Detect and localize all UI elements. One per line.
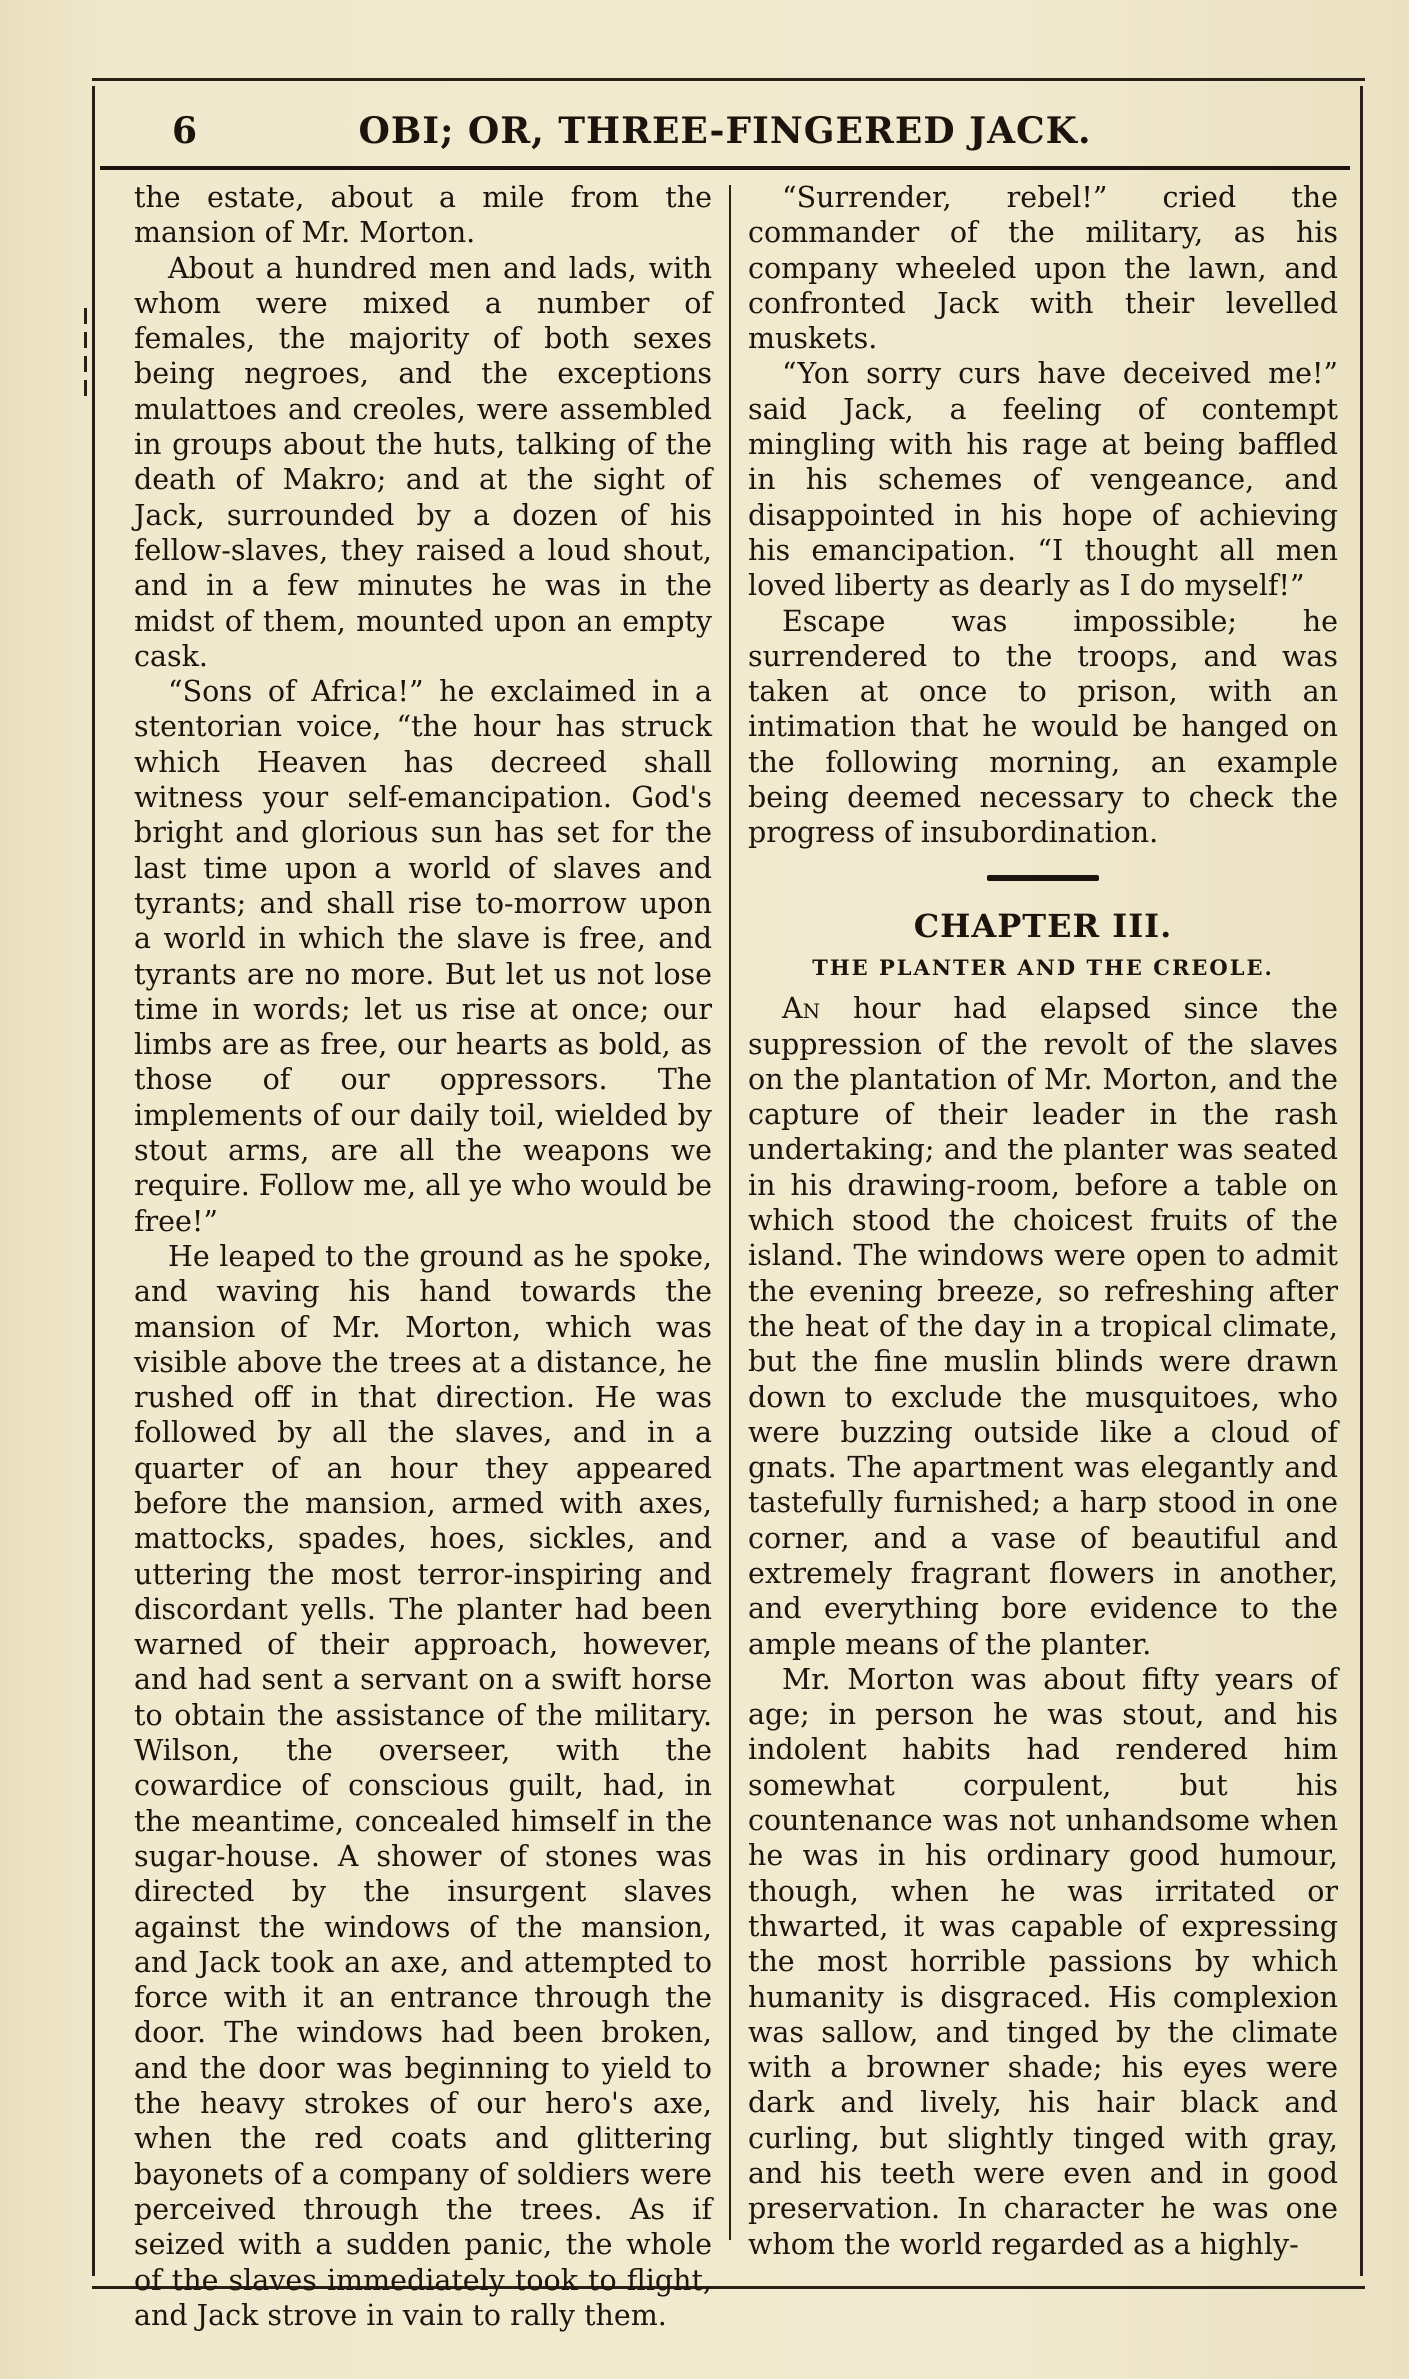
running-title: OBI; OR, THREE-FINGERED JACK. [358, 110, 1092, 152]
frame-right-rule [1360, 86, 1363, 2276]
chapter-opening-paragraph [748, 991, 1338, 1662]
chapter-title: CHAPTER III. [913, 906, 1173, 945]
opening-word: An [782, 992, 821, 1026]
section-divider [987, 875, 1099, 881]
paragraph: “Sons of Africa!” he exclaimed in a stentorian voice, “the hour has struck which Heaven has decreed shall witness your self-emancipation. God's bright and glorious sun has set for the last time upon a world of slaves and tyrants; and shall rise to-morrow upon a world in which the slave is free, and tyrants are no more. But let us not lose time in words; let us rise at once; our limbs are as free, our hearts as bold, as those of our oppressors. The implements of our daily toil, wielded by stout arms, are all the weapons we require. Follow me, all ye who would be free!” [134, 675, 712, 1238]
page-number: 6 [172, 110, 198, 152]
opening-text: hour had elapsed since the suppression of the revolt of the slaves on the plantation of Mr. Morton, and the capture of their leader in the rash undertaking; and the planter was seated in his drawing-room, before a table on which stood the choicest fruits of the island. The windows were open to admit the evening breeze, so refreshing after the heat of the day in a tropical climate, but the fine muslin blinds were drawn down to exclude the musquitoes, who were buzzing outside like a cloud of gnats. The apartment was elegantly and tastefully furnished; a harp stood in one corner, and a vase of beautiful and extremely fragrant flowers in another, and everything bore evidence to the ample means of the planter. [748, 992, 1338, 1661]
chapter-subtitle: THE PLANTER AND THE CREOLE. [812, 954, 1274, 980]
paragraph: About a hundred men and lads, with whom were mixed a number of females, the majority of both sexes being negroes, and the exceptions mulattoes and creoles, were assembled in groups about the huts, talking of the death of Makro; and at the sight of Jack, surrounded by a dozen of his fellow-slaves, they raised a loud shout, and in a few minutes he was in the midst of them, mounted upon an empty cask. [134, 251, 712, 673]
right-column [748, 180, 1338, 2262]
frame-left-rule [92, 86, 95, 2276]
margin-marks [80, 300, 90, 410]
column-divider [729, 185, 731, 2240]
page-header [100, 100, 1350, 164]
paragraph: “Yon sorry curs have deceived me!” said Jack, a feeling of contempt mingling with his rage at being baffled in his schemes of vengeance, and disappointed in his hope of achieving his emancipation. “I thought all men loved liberty as dearly as I do myself!” [748, 357, 1338, 603]
paragraph: “Surrender, rebel!” cried the commander of the military, as his company wheeled upon the lawn, and confronted Jack with their levelled muskets. [748, 181, 1338, 356]
paragraph: the estate, about a mile from the mansion of Mr. Morton. [134, 181, 712, 250]
header-rule [100, 166, 1350, 170]
paragraph: Escape was impossible; he surrendered to the troops, and was taken at once to prison, with an intimation that he would be hanged on the following morning, an example being deemed necessary to check the progress of insubordination. [748, 604, 1338, 850]
paragraph: Mr. Morton was about fifty years of age; in person he was stout, and his indolent habits had rendered him somewhat corpulent, but his countenance was not unhandsome when he was in his ordinary good humour, though, when he was irritated or thwarted, it was capable of expressing the most horrible passions by which humanity is disgraced. His complexion was sallow, and tinged by the climate with a browner shade; his eyes were dark and lively, his hair black and curling, but slightly tinged with gray, and his teeth were even and in good preservation. In character he was one whom the world regarded as a highly- [748, 1662, 1338, 2261]
left-column [134, 180, 712, 2333]
paragraph: He leaped to the ground as he spoke, and waving his hand towards the mansion of Mr. Morton, which was visible above the trees at a distance, he rushed off in that direction. He was followed by all the slaves, and in a quarter of an hour they appeared before the mansion, armed with axes, mattocks, spades, hoes, sickles, and uttering the most terror-inspiring and discordant yells. The planter had been warned of their approach, however, and had sent a servant on a swift horse to obtain the assistance of the military. Wilson, the overseer, with the cowardice of conscious guilt, had, in the meantime, concealed himself in the sugar-house. A shower of stones was directed by the insurgent slaves against the windows of the mansion, and Jack took an axe, and attempted to force with it an entrance through the door. The windows had been broken, and the door was beginning to yield to the heavy strokes of our hero's axe, when the red coats and glittering bayonets of a company of soldiers were perceived through the trees. As if seized with a sudden panic, the whole of the slaves immediately took to flight, and Jack strove in vain to rally them. [134, 1239, 712, 2332]
